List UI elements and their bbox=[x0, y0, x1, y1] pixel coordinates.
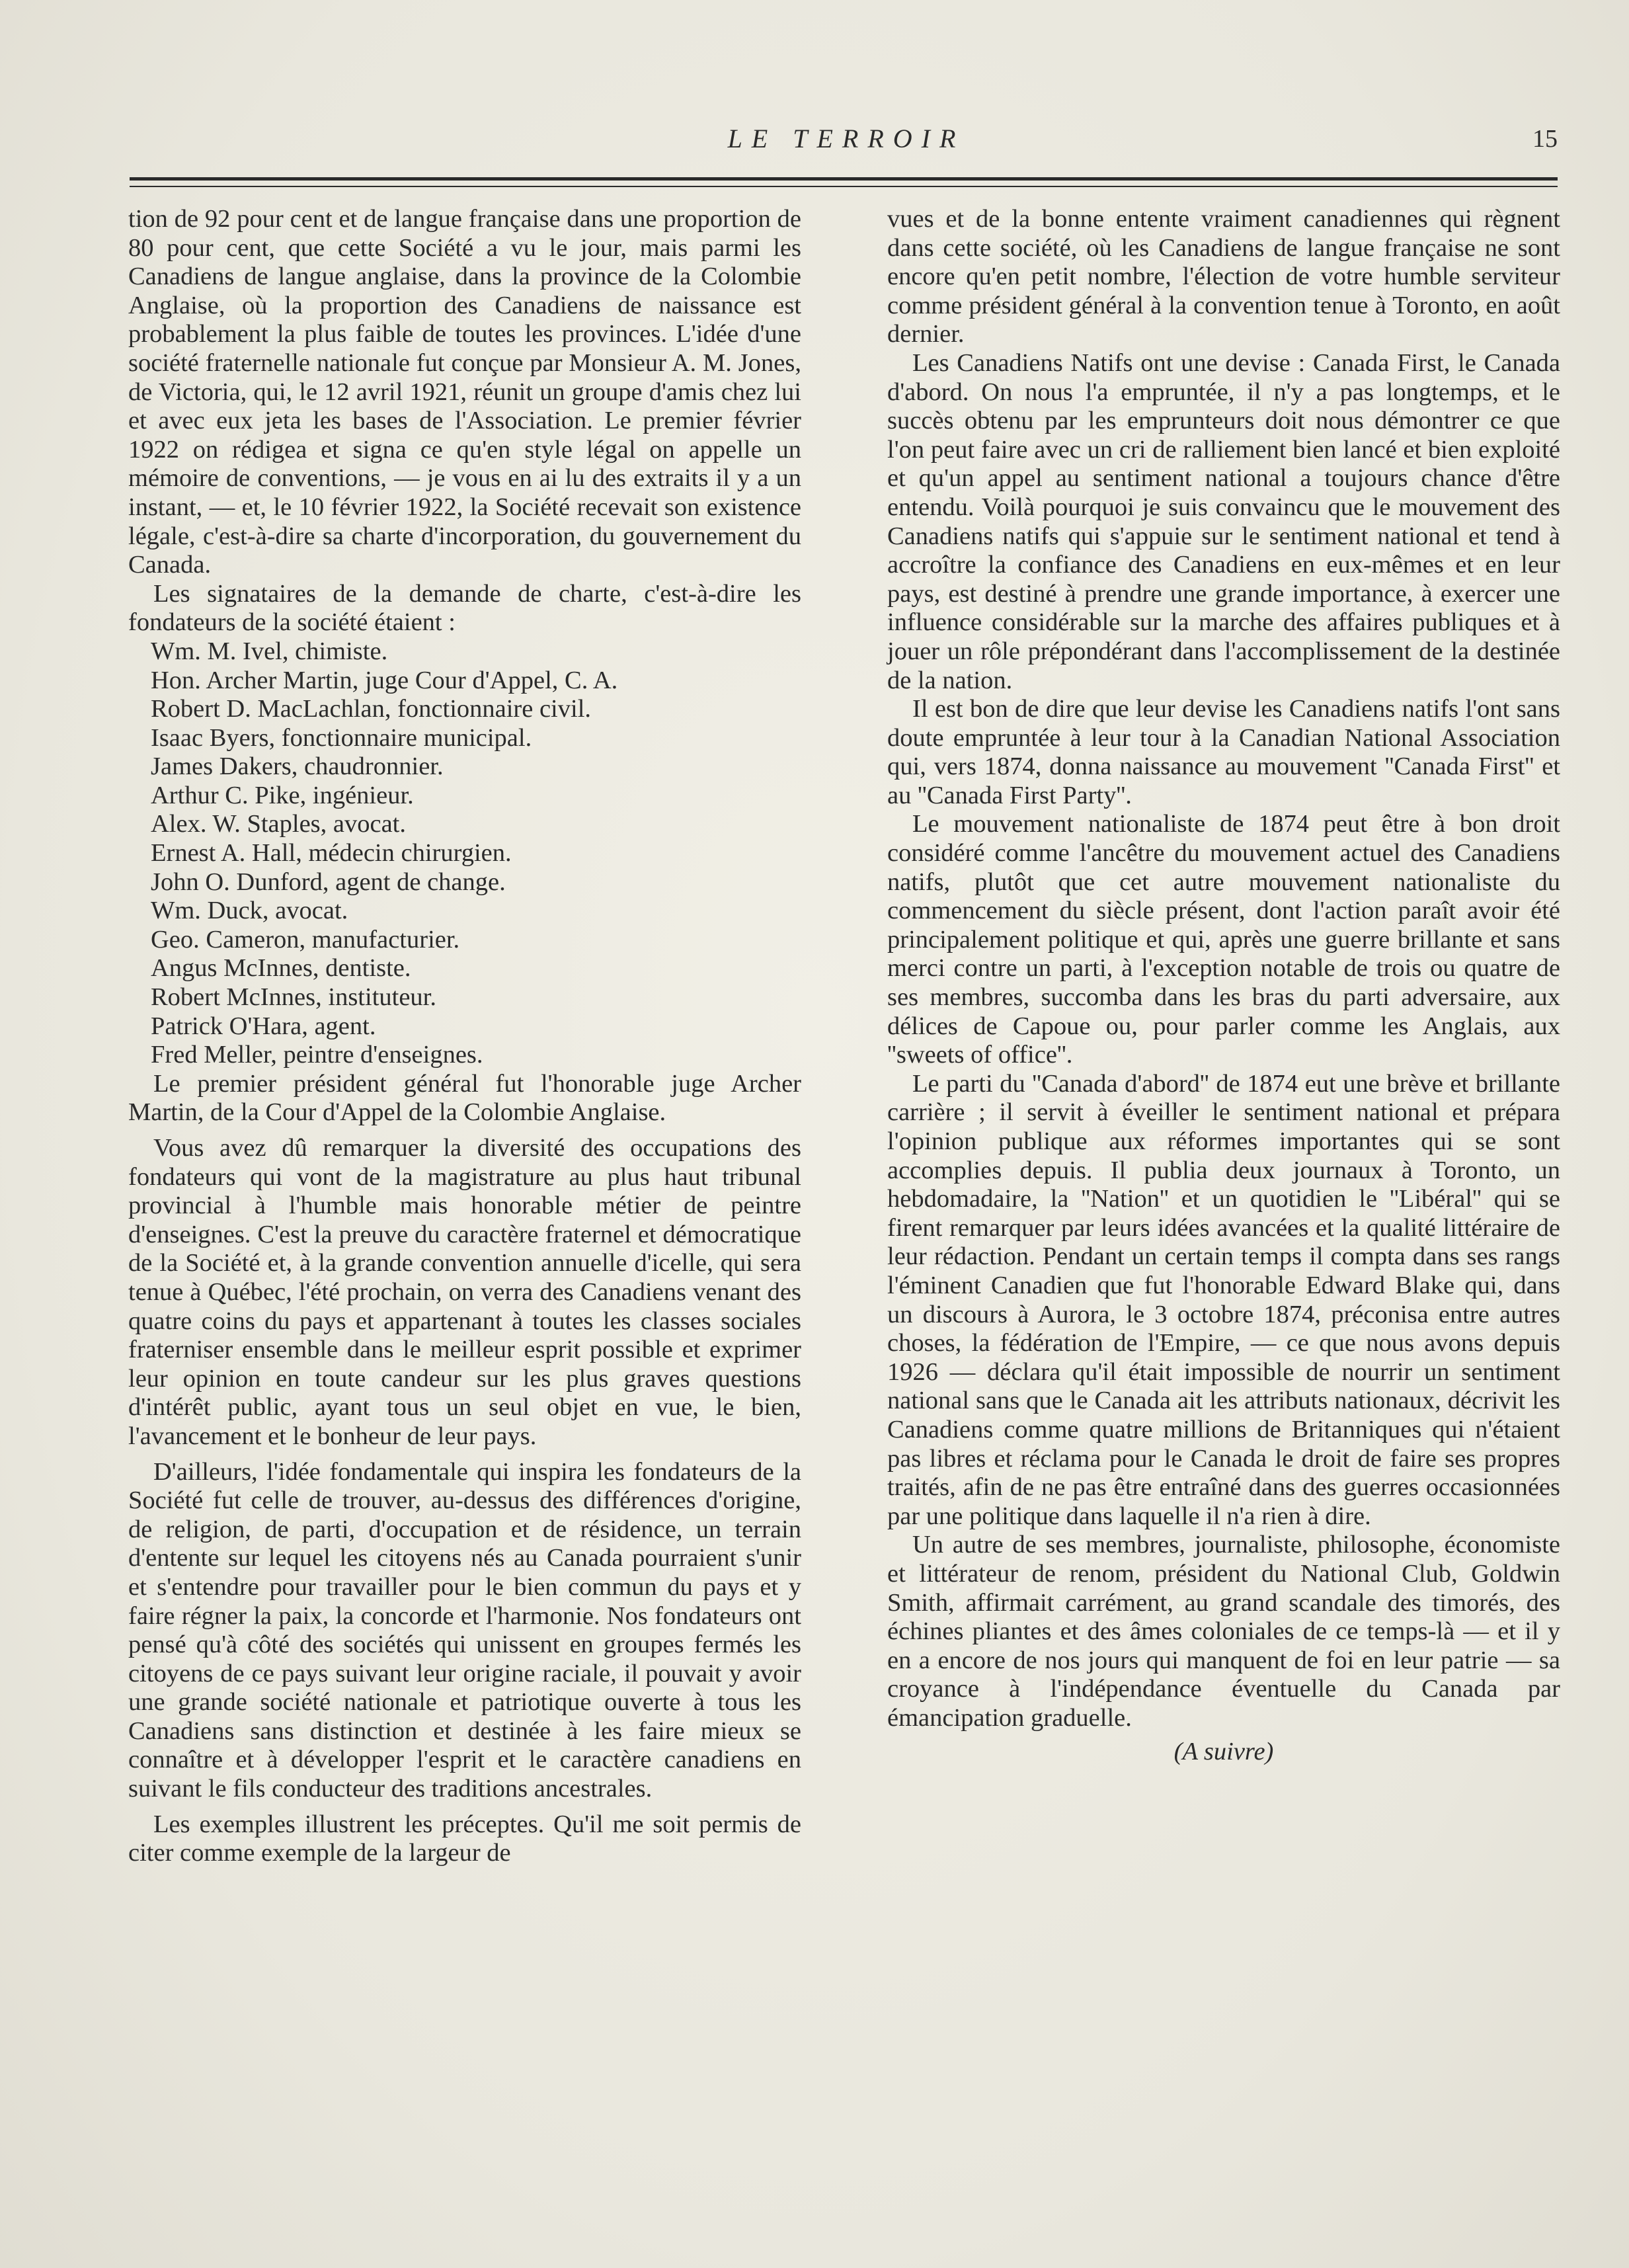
paragraph: tion de 92 pour cent et de langue française dans une proportion de 80 pour cent, que cette Société a vu le jour, mais parmi les Canadiens de langue anglaise, dans la province de la Colombie Anglaise, où la proportion des Canadiens de naissance est probablement la plus faible de toutes les provinces. L'idée d'une société fraternelle nationale fut conçue par Monsieur A. M. Jones, de Victoria, qui, le 12 avril 1921, réunit un groupe d'amis chez lui et avec eux jeta les bases de l'Association. Le premier février 1922 on rédigea et signa ce qu'en style légal on appelle un mémoire de conventions, — je vous en ai lu des extraits il y a un instant, — et, le 10 février 1922, la Société recevait son existence légale, c'est-à-dire sa charte d'incorporation, du gouvernement du Canada. bbox=[128, 205, 801, 579]
founder-item: Arthur C. Pike, ingénieur. bbox=[151, 781, 414, 809]
paragraph: Les exemples illustrent les préceptes. Qu'il me soit permis de citer comme exemple de la largeur de bbox=[128, 1810, 801, 1867]
founder-item: Robert McInnes, instituteur. bbox=[151, 983, 436, 1012]
paragraph: Vous avez dû remarquer la diversité des occupations des fondateurs qui vont de la magistrature au plus haut tribunal provincial à l'humble mais honorable métier de peintre d'enseignes. C'est la preuve du caractère fraternel et démocratique de la Société et, à la grande convention annuelle d'icelle, qui sera tenue à Québec, l'été prochain, on verra des Canadiens venant des quatre coins du pays et appartenant à toutes les classes sociales fraterniser ensemble dans le meilleur esprit possible et exprimer leur opinion en toute candeur sur les plus graves questions d'intérêt public, ayant tous un seul objet en vue, le bien, l'avancement et le bonheur de leur pays. bbox=[128, 1134, 801, 1450]
paragraph: Le mouvement nationaliste de 1874 peut être à bon droit considéré comme l'ancêtre du mouvement actuel des Canadiens natifs, plutôt que cet autre mouvement nationaliste du commencement du siècle présent, dont l'action paraît avoir été principalement politique et qui, après une guerre brillante et sans merci contre un parti, à l'exception notable de trois ou quatre de ses membres, succomba dans les bras du parti adversaire, aux délices de Capoue ou, pour parler comme les Anglais, aux ''sweets of office''. bbox=[887, 810, 1560, 1069]
header-rule bbox=[130, 177, 1558, 187]
paragraph: Le parti du ''Canada d'abord'' de 1874 eut une brève et brillante carrière ; il servit à éveiller le sentiment national et prépara l'opinion publique aux réformes importantes qui se sont accomplies depuis. Il publia deux journaux à Toronto, un hebdomadaire, la ''Nation'' et un quotidien le ''Libéral'' qui se firent remarquer par leurs idées avancées et la qualité littéraire de leur rédaction. Pendant un certain temps il compta dans ses rangs l'éminent Canadien que fut l'honorable Edward Blake qui, dans un discours à Aurora, le 3 octobre 1874, préconisa entre autres choses, la fédération de l'Empire, — ce que nous avons depuis 1926 — déclara qu'il était impossible de nourrir un sentiment national sans que le Canada ait les attributs nationaux, décrivit les Canadiens comme quatre millions de Britanniques qui n'étaient pas libres et réclama pour le Canada le droit de faire ses propres traités, afin de ne pas être entraîné dans des guerres occasionnées par une politique dans laquelle il n'a rien à dire. bbox=[887, 1069, 1560, 1530]
founder-item: John O. Dunford, agent de change. bbox=[151, 868, 506, 896]
left-column bbox=[128, 205, 801, 1868]
founder-item: Geo. Cameron, manufacturier. bbox=[151, 925, 460, 953]
paragraph: Un autre de ses membres, journaliste, philosophe, économiste et littérateur de renom, président du National Club, Goldwin Smith, affirmait carrément, au grand scandale des timorés, des échines pliantes et des âmes coloniales de ce temps-là — et il y en a encore de nos jours qui manquent de foi en leur patrie — sa croyance à l'indépendance éventuelle du Canada par émancipation graduelle. bbox=[887, 1531, 1560, 1732]
to-be-continued-note: (A suivre) bbox=[1173, 1738, 1274, 1766]
founder-item: Wm. M. Ivel, chimiste. bbox=[151, 637, 388, 665]
founder-item: Wm. Duck, avocat. bbox=[151, 897, 348, 925]
founder-item: Ernest A. Hall, médecin chirurgien. bbox=[151, 839, 512, 868]
founder-item: James Dakers, chaudronnier. bbox=[151, 752, 444, 781]
page-number: 15 bbox=[1532, 125, 1558, 153]
founder-item: Angus McInnes, dentiste. bbox=[151, 954, 411, 983]
paragraph: Il est bon de dire que leur devise les Canadiens natifs l'ont sans doute empruntée à leur tour à la Canadian National Association qui, vers 1874, donna naissance au mouvement ''Canada First'' et au ''Canada First Party''. bbox=[887, 695, 1560, 809]
founder-item: Alex. W. Staples, avocat. bbox=[151, 810, 406, 838]
paragraph: Les signataires de la demande de charte, c'est-à-dire les fondateurs de la société étaient : bbox=[128, 579, 801, 637]
founder-item: Isaac Byers, fonctionnaire municipal. bbox=[151, 723, 532, 752]
founder-item: Patrick O'Hara, agent. bbox=[151, 1012, 376, 1040]
founders-list bbox=[128, 637, 801, 1070]
journal-title: LE TERROIR bbox=[727, 124, 965, 153]
running-header bbox=[132, 123, 1560, 163]
paragraph: D'ailleurs, l'idée fondamentale qui inspira les fondateurs de la Société fut celle de trouver, au-dessus des différences d'origine, de religion, de parti, d'occupation et de résidence, un terrain d'entente sur lequel les citoyens nés au Canada pourraient s'unir et s'entendre pour travailler pour le bien commun du pays et y faire régner la paix, la concorde et l'harmonie. Nos fondateurs ont pensé qu'à côté des sociétés qui unissent en groupes fermés les citoyens de ce pays suivant leur origine raciale, il pouvait y avoir une grande société nationale et patriotique ouverte à tous les Canadiens sans distinction et destinée à les faire mieux se connaître et à développer l'esprit et le caractère canadiens en suivant le fils conducteur des traditions ancestrales. bbox=[128, 1457, 801, 1803]
founder-item: Robert D. MacLachlan, fonctionnaire civil. bbox=[151, 695, 592, 723]
founder-item: Fred Meller, peintre d'enseignes. bbox=[151, 1041, 483, 1069]
founder-item: Hon. Archer Martin, juge Cour d'Appel, C. A. bbox=[151, 666, 618, 694]
paragraph: vues et de la bonne entente vraiment canadiennes qui règnent dans cette société, où les Canadiens de langue française ne sont encore qu'en petit nombre, l'élection de votre humble serviteur comme président général à la convention tenue à Toronto, en août dernier. bbox=[887, 205, 1560, 348]
paragraph: Le premier président général fut l'honorable juge Archer Martin, de la Cour d'Appel de la Colombie Anglaise. bbox=[128, 1069, 801, 1127]
right-column bbox=[887, 205, 1560, 1767]
paragraph: Les Canadiens Natifs ont une devise : Canada First, le Canada d'abord. On nous l'a empruntée, il n'y a pas longtemps, et le succès obtenu par les emprunteurs doit nous démontrer ce que l'on peut faire avec un cri de ralliement bien lancé et bien exploité et qu'un appel au sentiment national a toujours chance d'être entendu. Voilà pourquoi je suis convaincu que le mouvement des Canadiens natifs qui s'appuie sur le sentiment national et tend à accroître la confiance des Canadiens en eux-mêmes et en leur pays, est destiné à prendre une grande importance, à exercer une influence considérable sur la marche des affaires publiques et à jouer un rôle prépondérant dans l'accomplissement de la destinée de la nation. bbox=[887, 348, 1560, 694]
